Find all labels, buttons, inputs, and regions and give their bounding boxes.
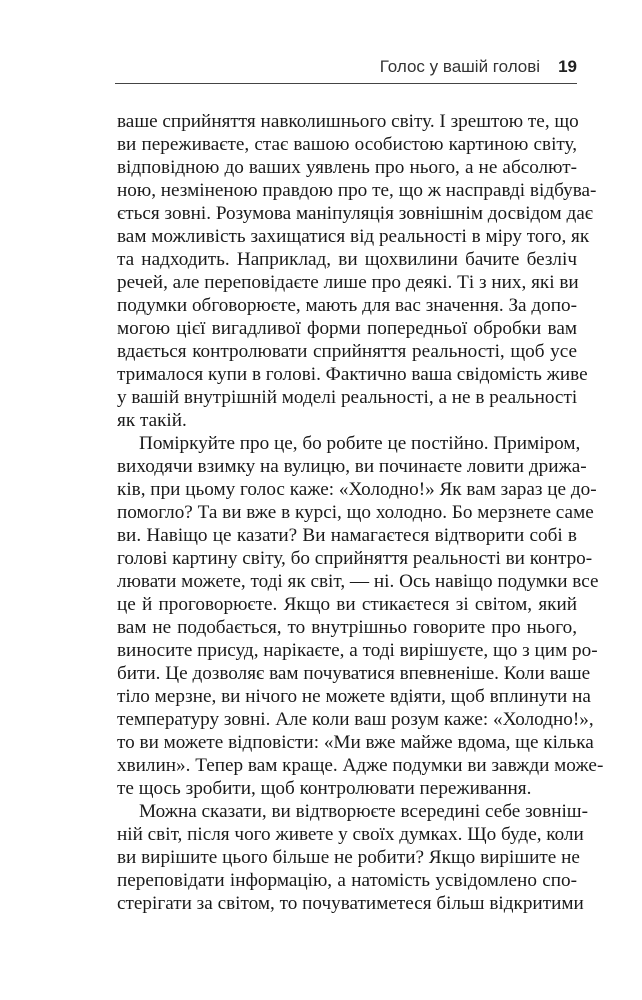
text-line: відповідною до ваших уявлень про нього, а не абсолют- [117, 157, 577, 178]
text-line: голові картину світу, бо сприйняття реальності ви контро- [117, 548, 593, 569]
text-line: температуру зовні. Але коли ваш розум каже: «Холодно!», [117, 709, 594, 730]
text-line: ною, незміненою правдою про те, що ж насправді відбува- [117, 180, 597, 201]
text-line: вдається контролювати сприйняття реальності, щоб усе [117, 341, 577, 362]
text-line: ви переживаєте, стає вашою особистою картиною світу, [117, 134, 577, 155]
text-line: Можна сказати, ви відтворюєте всередині себе зовніш- [139, 801, 588, 822]
text-line: як такій. [117, 410, 187, 431]
running-header [115, 57, 577, 84]
text-line: то ви можете відповісти: «Ми вже майже вдома, ще кілька [117, 732, 594, 753]
text-line: Поміркуйте про це, бо робите це постійно. Приміром, [139, 433, 581, 454]
text-line: ви. Навіщо це казати? Ви намагаєтеся відтворити собі в [117, 525, 577, 546]
text-line: ній світ, після чого живете у своїх думках. Що буде, коли [117, 824, 584, 845]
text-line: вам можливість захищатися від реальності в міру того, як [117, 226, 590, 247]
body-text [117, 110, 604, 915]
text-line: ється зовні. Розумова маніпуляція зовнішнім досвідом дає [117, 203, 593, 224]
text-line: вам не подобається, то внутрішньо говорите про нього, [117, 617, 577, 638]
page-number: 19 [558, 57, 577, 76]
text-line: це й проговорюєте. Якщо ви стикаєтеся зі світом, який [117, 594, 577, 615]
text-line: та надходить. Наприклад, ви щохвилини бачите безліч [117, 249, 577, 270]
text-line: ків, при цьому голос каже: «Холодно!» Як вам зараз це до- [117, 479, 597, 500]
text-line: трималося купи в голові. Фактично ваша свідомість живе [117, 364, 588, 385]
text-line: тіло мерзне, ви нічого не можете вдіяти, щоб вплинути на [117, 686, 591, 707]
text-line: помогло? Та ви вже в курсі, що холодно. Бо мерзнете саме [117, 502, 594, 523]
text-line: бити. Це дозволяє вам почуватися впевненіше. Коли ваше [117, 663, 591, 684]
text-line: у вашій внутрішній моделі реальності, а не в реальності [117, 387, 578, 408]
text-line: виносите присуд, нарікаєте, а тоді вирішуєте, що з цим ро- [117, 640, 598, 661]
text-line: стерігати за світом, то почуватиметеся більш відкритими [117, 893, 584, 914]
text-line: речей, але переповідаєте лише про деякі. Ті з них, які ви [117, 272, 579, 293]
text-line: ви вирішите цього більше не робити? Якщо вирішите не [117, 847, 580, 868]
text-line: переповідати інформацію, а натомість усвідомлено спо- [117, 870, 577, 891]
text-line: хвилин». Тепер вам краще. Адже подумки ви завжди може- [117, 755, 604, 776]
running-title: Голос у вашій голові [379, 57, 541, 76]
text-line: подумки обговорюєте, мають для вас значення. За допо- [117, 295, 577, 316]
text-line: виходячи взимку на вулицю, ви починаєте ловити дрижа- [117, 456, 587, 477]
text-line: ваше сприйняття навколишнього світу. І зрештою те, що [117, 111, 579, 132]
text-line: те щось зробити, щоб контролювати переживання. [117, 778, 532, 799]
text-line: лювати можете, тоді як світ, — ні. Ось навіщо подумки все [117, 571, 599, 592]
text-line: могою цієї вигадливої форми попередньої обробки вам [117, 318, 577, 339]
